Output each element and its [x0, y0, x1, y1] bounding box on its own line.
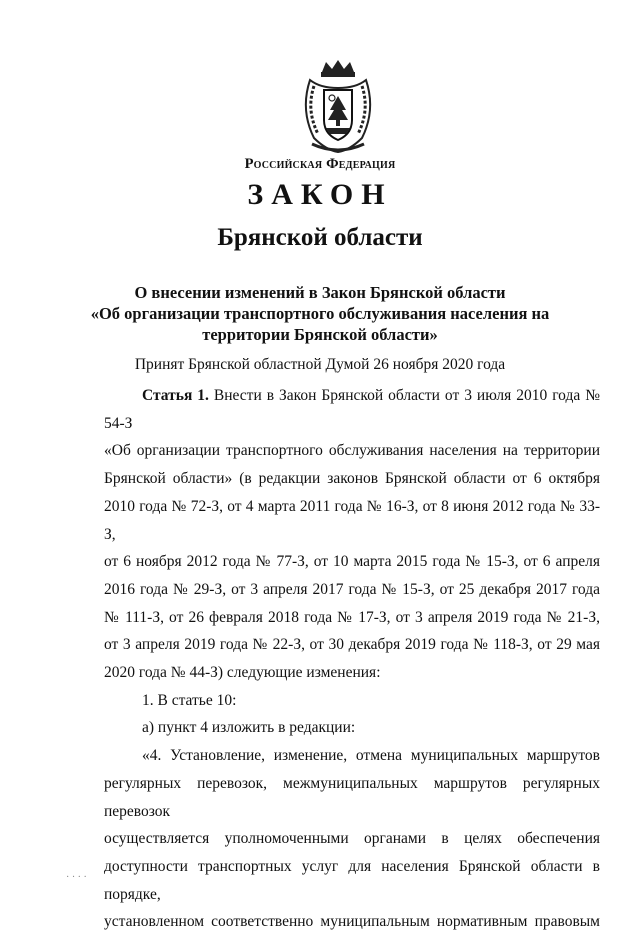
- article-line: от 3 апреля 2019 года № 22-З, от 30 декабря 2019 года № 118-З, от 29 мая: [104, 636, 600, 654]
- item-1a: а) пункт 4 изложить в редакции:: [142, 719, 356, 737]
- law-subtitle: [0, 282, 640, 345]
- article-line: «Об организации транспортного обслуживания населения на территории: [104, 442, 600, 460]
- article-line: 2010 года № 72-З, от 4 марта 2011 года № 16-З, от 8 июня 2012 года № 33-З,: [104, 497, 600, 543]
- article-line: № 111-З, от 26 февраля 2018 года № 17-З, от 3 апреля 2019 года № 21-З,: [104, 608, 600, 626]
- coat-of-arms-icon: [296, 58, 380, 154]
- quote-line: установленном соответственно муниципальным нормативным правовым: [104, 913, 600, 931]
- subtitle-line: «Об организации транспортного обслуживания населения на: [90, 304, 550, 323]
- article-line: 2016 года № 29-З, от 3 апреля 2017 года № 15-З, от 25 декабря 2017 года: [104, 580, 600, 598]
- quote-line: «4. Установление, изменение, отмена муниципальных маршрутов: [142, 747, 600, 765]
- scan-speck: · · · ·: [66, 872, 87, 883]
- article-text: Внести в Закон Брянской области от 3 июля 2010 года № 54-З: [104, 387, 600, 432]
- law-title: ЗАКОН: [247, 178, 393, 211]
- federation-title: Российская Федерация: [244, 156, 396, 172]
- document-body: [104, 382, 600, 936]
- item-1: 1. В статье 10:: [142, 691, 237, 709]
- article-label: Статья 1.: [142, 387, 209, 404]
- adoption-line: Принят Брянской областной Думой 26 ноября 2020 года: [134, 356, 506, 373]
- article-line: от 6 ноября 2012 года № 77-З, от 10 марта 2015 года № 15-З, от 6 апреля: [104, 553, 600, 571]
- article-line: 2020 года № 44-З) следующие изменения:: [104, 664, 381, 682]
- article-line: [104, 382, 600, 437]
- quote-line: регулярных перевозок, межмуниципальных маршрутов регулярных перевозок: [104, 774, 600, 820]
- article-line: Брянской области» (в редакции законов Брянской области от 6 октября: [104, 470, 600, 488]
- subtitle-line: территории Брянской области»: [202, 325, 438, 344]
- quote-line: осуществляется уполномоченными органами в целях обеспечения: [104, 830, 600, 848]
- quote-line: доступности транспортных услуг для населения Брянской области в порядке,: [104, 857, 600, 903]
- region-title: Брянской области: [217, 224, 423, 251]
- subtitle-line: О внесении изменений в Закон Брянской области: [134, 283, 506, 302]
